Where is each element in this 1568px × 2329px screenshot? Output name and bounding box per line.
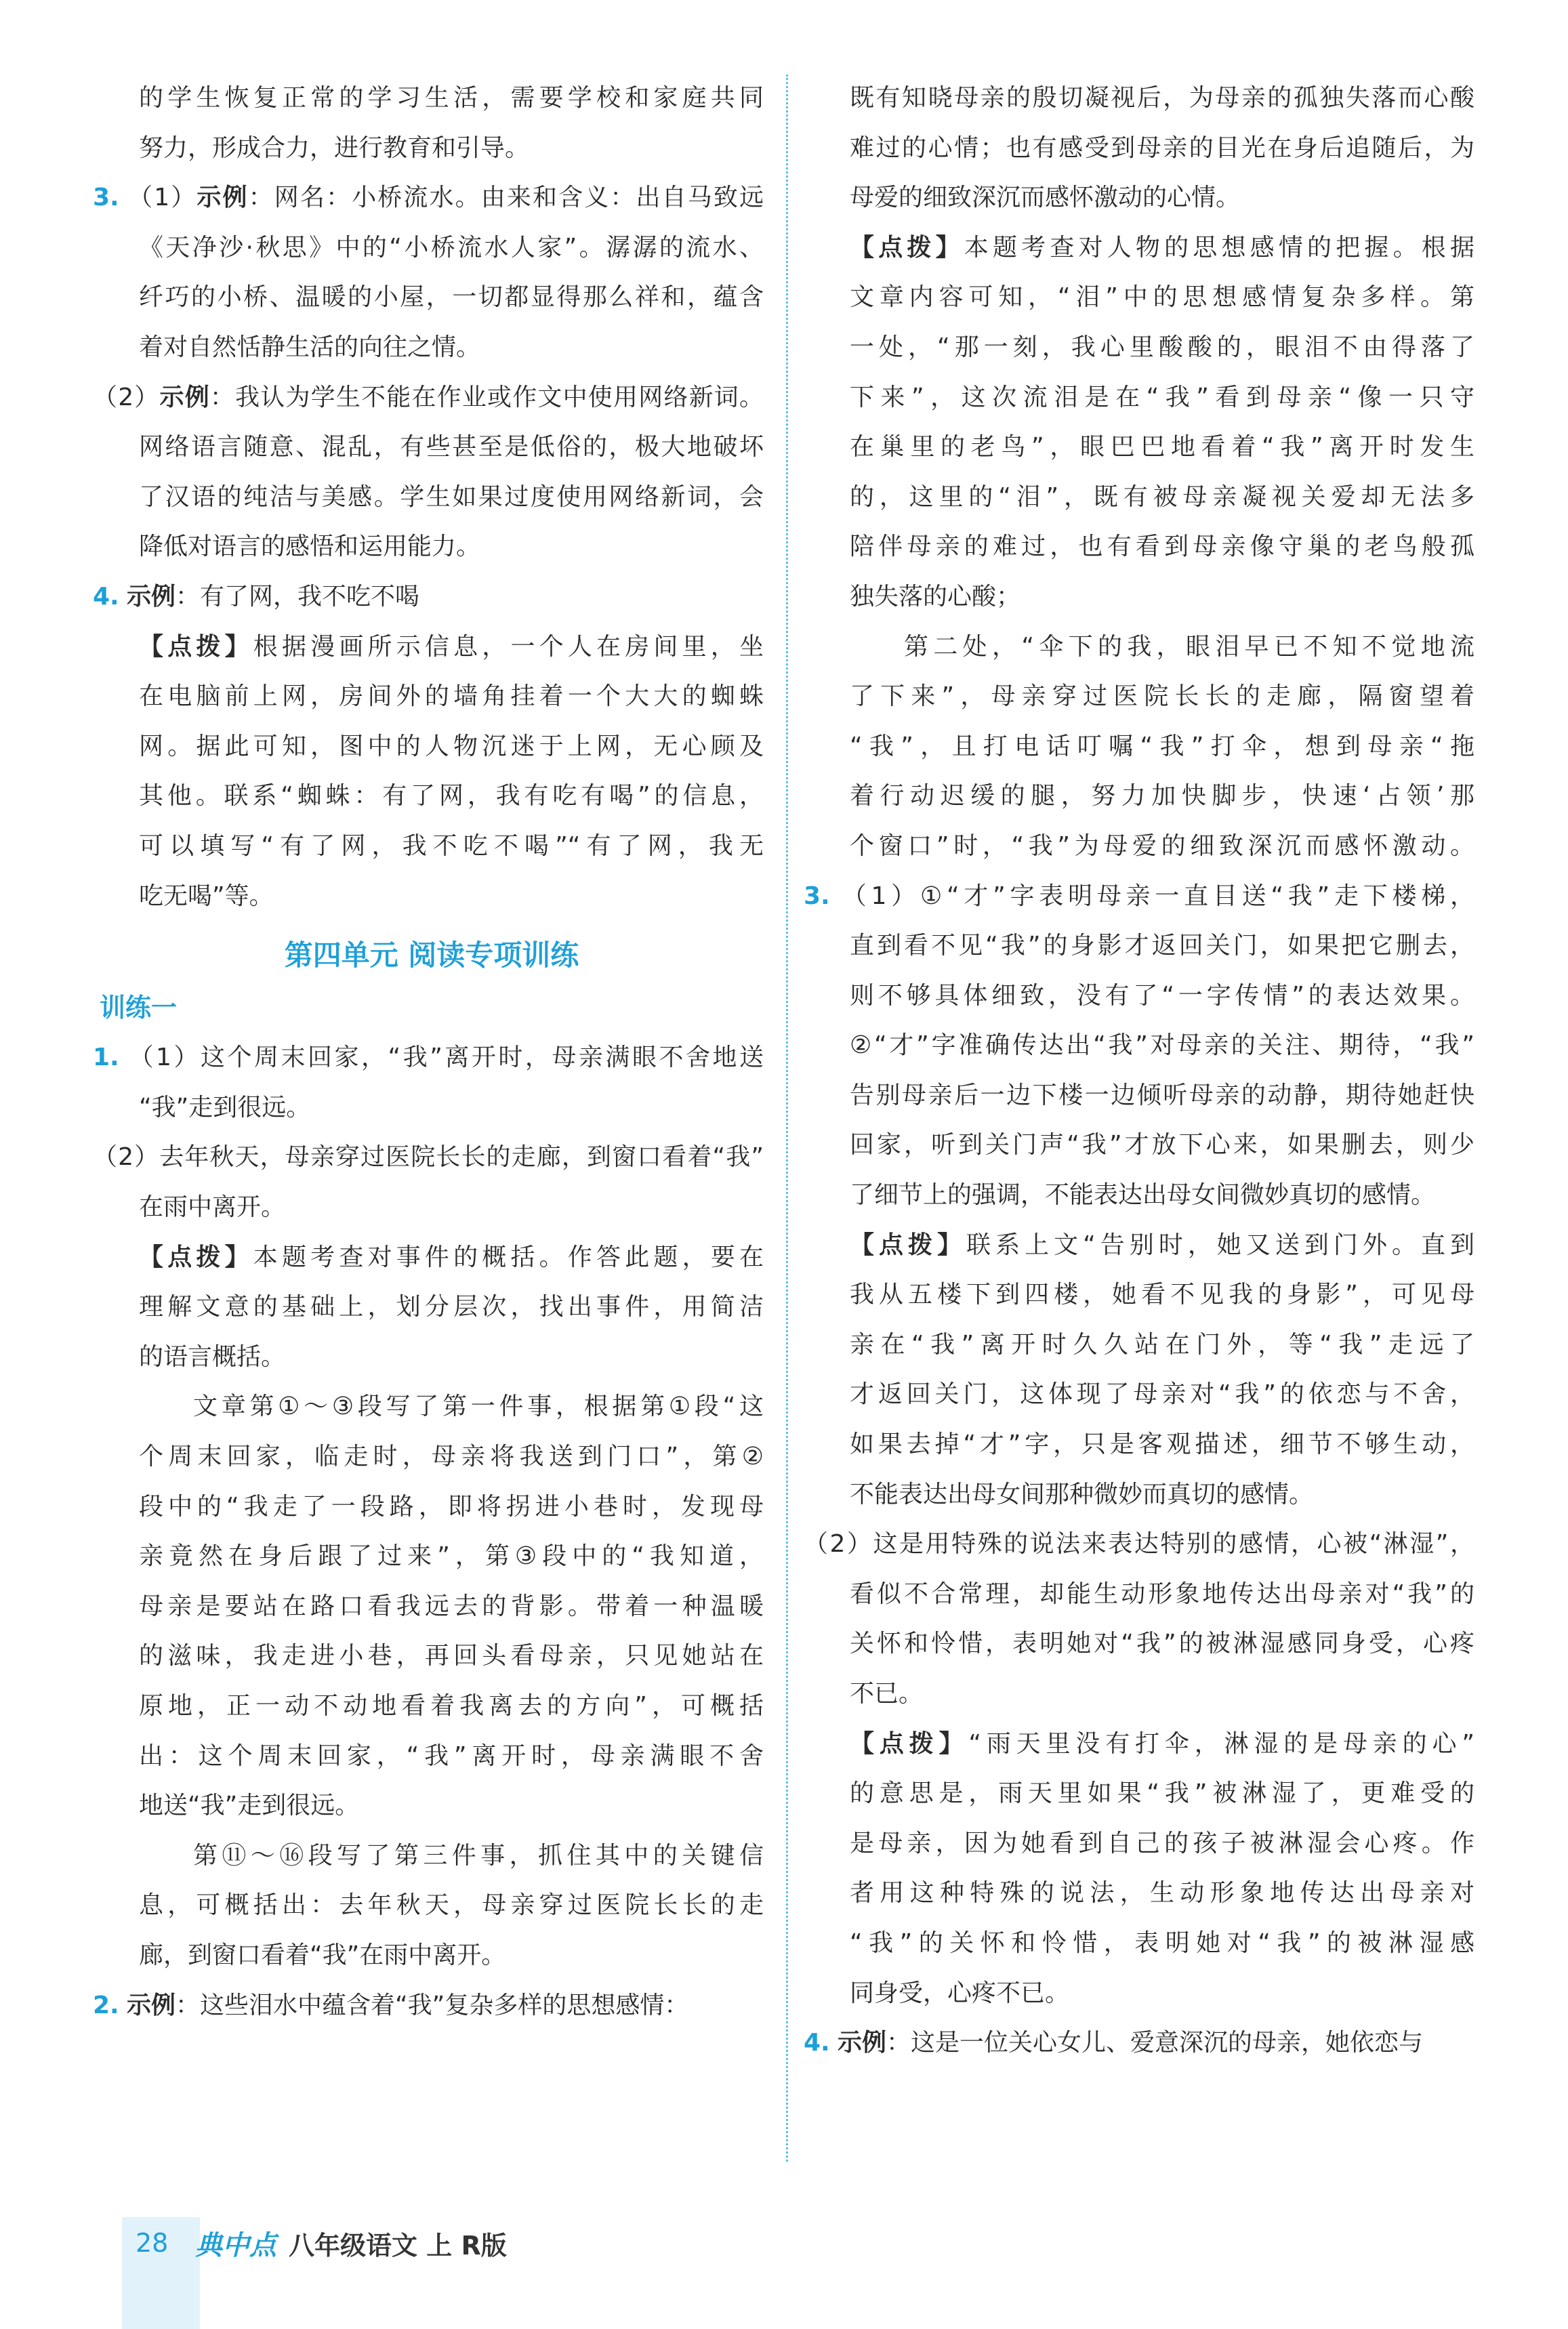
right-column [804,73,1474,2068]
text-line: 既有知晓母亲的殷切凝视后，为母亲的孤独失落而心酸 [850,84,1474,112]
text-line: 其他。联系“蜘蛛：有了网，我有吃有喝”的信息， [139,782,764,810]
tip-paragraph [810,1719,1474,1769]
text-line: 直到看不见“我”的身影才返回关门，如果把它删去， [850,932,1474,960]
tip-paragraph [810,223,1474,273]
text-line: 着对自然恬静生活的向往之情。 [139,333,481,361]
text-span: ：我认为学生不能在作业或作文中使用网络新词。 [209,383,764,411]
text-line: 段中的“我走了一段路，即将拐进小巷时，发现母 [139,1492,764,1521]
text-line: 亲在“我”离开时久久站在门外，等“我”走远了 [850,1330,1474,1359]
example-label: 示例 [838,2029,887,2057]
question-1 [93,1033,764,1083]
text-line: 母爱的细致深沉而感怀激动的心情。 [850,184,1241,212]
tip-paragraph [100,622,764,672]
text-span: ：这些泪水中蕴含着“我”复杂多样的思想感情： [176,1991,689,2019]
example-label: 示例 [159,383,210,411]
text-line: 可以填写“有了网，我不吃不喝”“有了网，我无 [139,831,764,860]
text-line: 着行动迟缓的腿，努力加快脚步，快速‘占领’那 [850,782,1474,810]
text-line: 的，这里的“泪”，既有被母亲凝视关爱却无法多 [850,482,1474,511]
tip-label: 【点拨】 [850,1729,969,1758]
book-title: 八年级语文 上 R版 [289,2230,507,2261]
text-line: 独失落的心酸； [850,582,1021,611]
text-line: 一处，“那一刻，我心里酸酸的，眼泪不由得落了 [850,333,1474,361]
question-4 [93,572,764,622]
question-number: 3. [93,184,119,212]
text-line: 地送“我”走到很远。 [139,1792,360,1820]
text-line: 看似不合常理，却能生动形象地传达出母亲对“我”的 [850,1580,1474,1608]
text-line: 个窗口”时，“我”为母爱的细致深沉而感怀激动。 [850,831,1474,860]
text-line: 网。据此可知，图中的人物沉迷于上网，无心顾及 [139,732,764,760]
question-3 [93,173,764,223]
text-line: 了下来”，母亲穿过医院长长的走廊，隔窗望着 [850,682,1474,711]
text-line: 的意思是，雨天里如果“我”被淋湿了，更难受的 [850,1779,1474,1808]
text-line: 出：这个周末回家，“我”离开时，母亲满眼不舍 [139,1741,764,1770]
text-span: ：这是一位关心女儿、爱意深沉的母亲，她依恋与 [886,2029,1424,2057]
sub-question [93,373,764,423]
text-line: 息，可概括出：去年秋天，母亲穿过医院长长的走 [139,1891,764,1920]
text-line: 纤巧的小桥、温暖的小屋，一切都显得那么祥和，蕴含 [139,283,764,312]
tip-label: 【点拨】 [139,632,253,661]
page-footer [136,2223,507,2263]
tip-label: 【点拨】 [850,233,964,262]
text-line: 降低对语言的感悟和运用能力。 [139,533,481,561]
text-line: 关怀和怜惜，表明她对“我”的被淋湿感同身受，心疼 [850,1630,1474,1658]
tip-paragraph [810,1220,1474,1271]
text-line: 者用这种特殊的说法，生动形象地传达出母亲对 [850,1879,1474,1908]
text-line: 第二处，“伞下的我，眼泪早已不知不觉地流 [904,632,1474,661]
text-line: 理解文意的基础上，划分层次，找出事件，用简洁 [139,1293,764,1321]
text-line: （2）去年秋天，母亲穿过医院长长的走廊，到窗口看着“我” [93,1143,764,1172]
question-number: 1. [93,1044,119,1072]
text-line: 第⑪～⑯段写了第三件事，抓住其中的关键信 [193,1841,764,1870]
text-line: 了汉语的纯洁与美感。学生如果过度使用网络新词，会 [139,482,764,511]
unit-title: 第四单元 阅读专项训练 [284,939,579,972]
text-line: 回家，听到关门声“我”才放下心来，如果删去，则少 [850,1131,1474,1159]
text-line: 吃无喝”等。 [139,882,274,910]
text-span: 本题考查对事件的概括。作答此题，要在 [253,1243,764,1271]
left-column [93,73,764,2030]
example-label: 示例 [127,582,176,611]
text-line: 原地，正一动不动地看着我离去的方向”，可概括 [139,1692,764,1720]
brand-logo: 典中点 [195,2229,276,2261]
text-line: “我”的关怀和怜惜，表明她对“我”的被淋湿感 [850,1929,1474,1957]
text-line: 下来”，这次流泪是在“我”看到母亲“像一只守 [850,383,1474,411]
text-line: “我”，且打电话叮嘱“我”打伞，想到母亲“拖 [850,732,1474,760]
text-line: 陪伴母亲的难过，也有看到母亲像守巢的老鸟般孤 [850,533,1474,561]
text-span: （1）①“才”字表明母亲一直目送“我”走下楼梯， [838,882,1474,910]
text-line: 不能表达出母女间那种微妙而真切的感情。 [850,1480,1314,1508]
example-label: 示例 [127,1991,176,2019]
question-2 [93,1981,764,2031]
text-line: 《天净沙·秋思》中的“小桥流水人家”。潺潺的流水、 [139,233,764,262]
text-span: ：网名：小桥流水。由来和含义：出自马致远 [248,184,764,212]
training-title: 训练一 [100,992,178,1023]
text-line: 如果去掉“才”字，只是客观描述，细节不够生动， [850,1430,1474,1459]
text-line: 廊，到窗口看着“我”在雨中离开。 [139,1941,506,1969]
tip-label: 【点拨】 [139,1243,253,1271]
question-4 [804,2018,1474,2068]
sub-question-marker: （2） [93,383,160,411]
text-line: 是母亲，因为她看到自己的孩子被淋湿会心疼。作 [850,1829,1474,1857]
question-number: 2. [93,1991,119,2019]
text-span: “雨天里没有打伞，淋湿的是母亲的心” [968,1729,1474,1758]
text-span: 联系上文“告别时，她又送到门外。直到 [966,1231,1474,1259]
text-span: （1）这个周末回家，“我”离开时，母亲满眼不舍地送 [127,1044,764,1072]
example-label: 示例 [197,184,249,212]
text-line: 个周末回家，临走时，母亲将我送到门口”，第② [139,1443,764,1471]
text-line: 难过的心情；也有感受到母亲的目光在身后追随后，为 [850,133,1474,162]
text-line: 母亲是要站在路口看我远去的背影。带着一种温暖 [139,1592,764,1620]
text-line: “我”走到很远。 [139,1093,311,1121]
column-divider [786,75,788,2162]
text-line: 同身受，心疼不已。 [850,1979,1070,2007]
tip-label: 【点拨】 [850,1231,967,1259]
text-line: 在巢里的老鸟”，眼巴巴地看着“我”离开时发生 [850,433,1474,461]
text-line: 的滋味，我走进小巷，再回头看母亲，只见她站在 [139,1642,764,1670]
text-line: 不已。 [850,1680,924,1708]
text-line: ②“才”字准确传达出“我”对母亲的关注、期待，“我” [850,1031,1474,1060]
text-span: 本题考查对人物的思想感情的把握。根据 [964,233,1474,262]
text-line: （2）这是用特殊的说法来表达特别的感情，心被“淋湿”， [804,1530,1474,1559]
text-line: 的学生恢复正常的学习生活，需要学校和家庭共同 [139,84,764,112]
question-number: 4. [93,582,119,611]
text-line: 的语言概括。 [139,1342,286,1371]
text-line: 在电脑前上网，房间外的墙角挂着一个大大的蜘蛛 [139,682,764,711]
text-span: ：有了网，我不吃不喝 [176,582,420,611]
text-span: 根据漫画所示信息，一个人在房间里，坐 [253,632,764,661]
question-number: 3. [804,882,830,910]
text-line: 告别母亲后一边下楼一边倾听母亲的动静，期待她赶快 [850,1081,1474,1109]
text-line: 在雨中离开。 [139,1193,286,1222]
text-line: 文章第①～③段写了第一件事，根据第①段“这 [193,1393,764,1421]
text-line: 网络语言随意、混乱，有些甚至是低俗的，极大地破坏 [139,433,764,461]
text-line: 亲竟然在身后跟了过来”，第③段中的“我知道， [139,1542,764,1571]
question-3 [804,871,1474,922]
text-line: 了细节上的强调，不能表达出母女间微妙真切的感情。 [850,1181,1436,1210]
page-number: 28 [136,2228,169,2258]
tip-paragraph [100,1233,764,1283]
text-line: 才返回关门，这体现了母亲对“我”的依恋与不舍， [850,1380,1474,1409]
sub-question-marker: （1） [127,184,197,212]
question-number: 4. [804,2029,830,2057]
text-line: 文章内容可知，“泪”中的思想感情复杂多样。第 [850,283,1474,312]
text-line: 我从五楼下到四楼，她看不见我的身影”，可见母 [850,1281,1474,1309]
text-line: 努力，形成合力，进行教育和引导。 [139,133,530,162]
text-line: 则不够具体细致，没有了“一字传情”的表达效果。 [850,981,1474,1010]
